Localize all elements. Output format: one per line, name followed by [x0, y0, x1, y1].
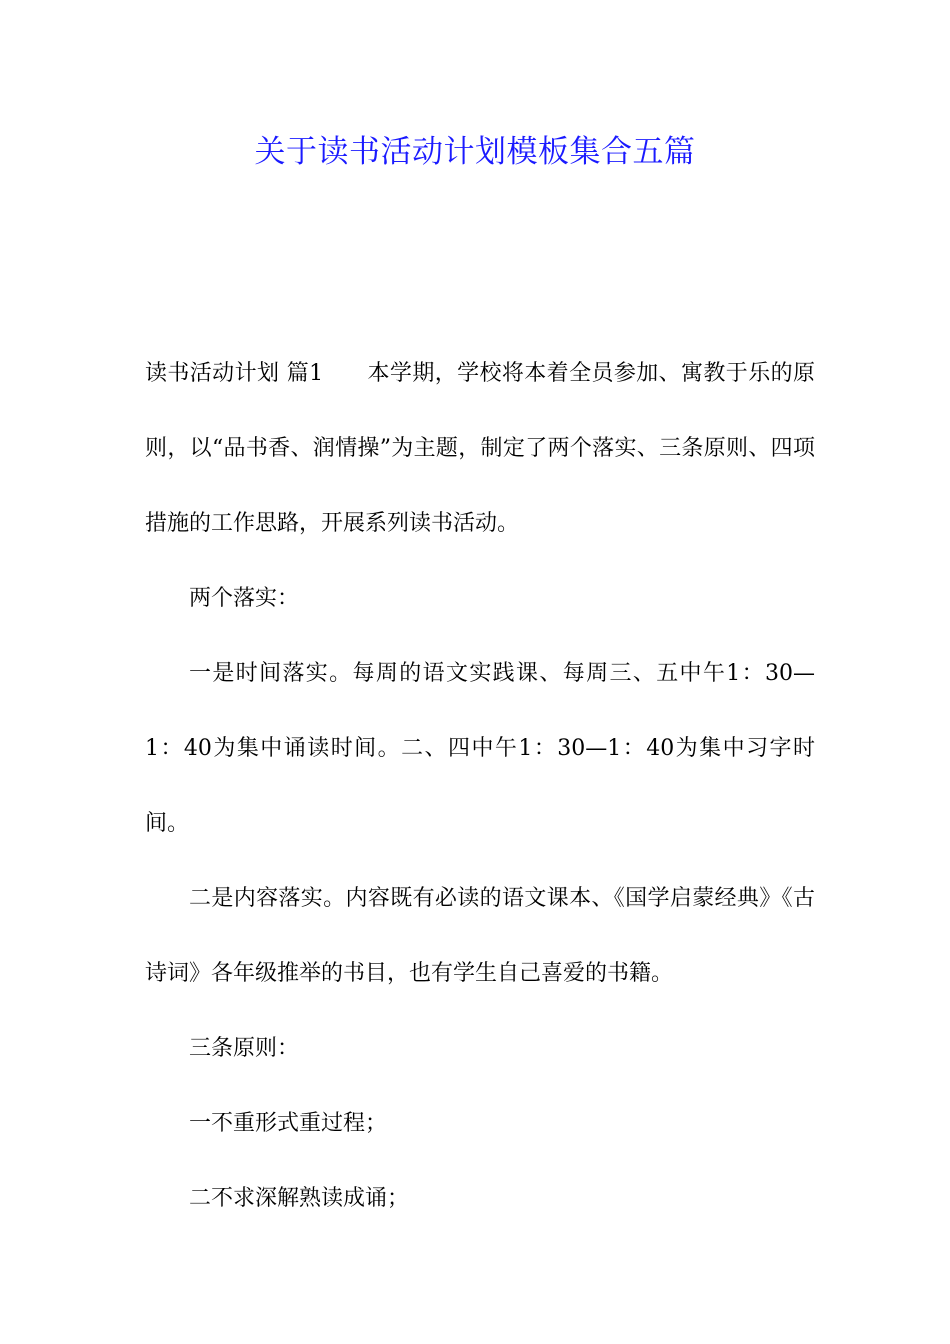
intro-paragraph	[145, 336, 815, 561]
section-heading: 读书活动计划 篇1	[145, 361, 324, 386]
paragraph-three-principles: 三条原则：	[189, 1036, 300, 1061]
intro-text: 本学期，学校将本着全员参加、寓教于乐的原则，以“品书香、润情操”为主题，制定了两个落实、三条原则、四项措施的工作思路，开展系列读书活动。	[145, 361, 815, 536]
paragraph-principle-one: 一不重形式重过程；	[189, 1111, 388, 1136]
paragraph-content-implementation: 二是内容落实。内容既有必读的语文课本、《国学启蒙经典》《古诗词》各年级推举的书目，也有学生自己喜爱的书籍。	[145, 886, 815, 986]
paragraph-time-implementation: 一是时间落实。每周的语文实践课、每周三、五中午1：30—1：40为集中诵读时间。二、四中午1：30—1：40为集中习字时间。	[145, 661, 815, 836]
paragraph-two-implementations: 两个落实：	[189, 586, 300, 611]
document-title: 关于读书活动计划模板集合五篇	[254, 134, 696, 170]
document-body	[145, 336, 815, 1236]
paragraph-principle-two: 二不求深解熟读成诵；	[189, 1186, 410, 1211]
